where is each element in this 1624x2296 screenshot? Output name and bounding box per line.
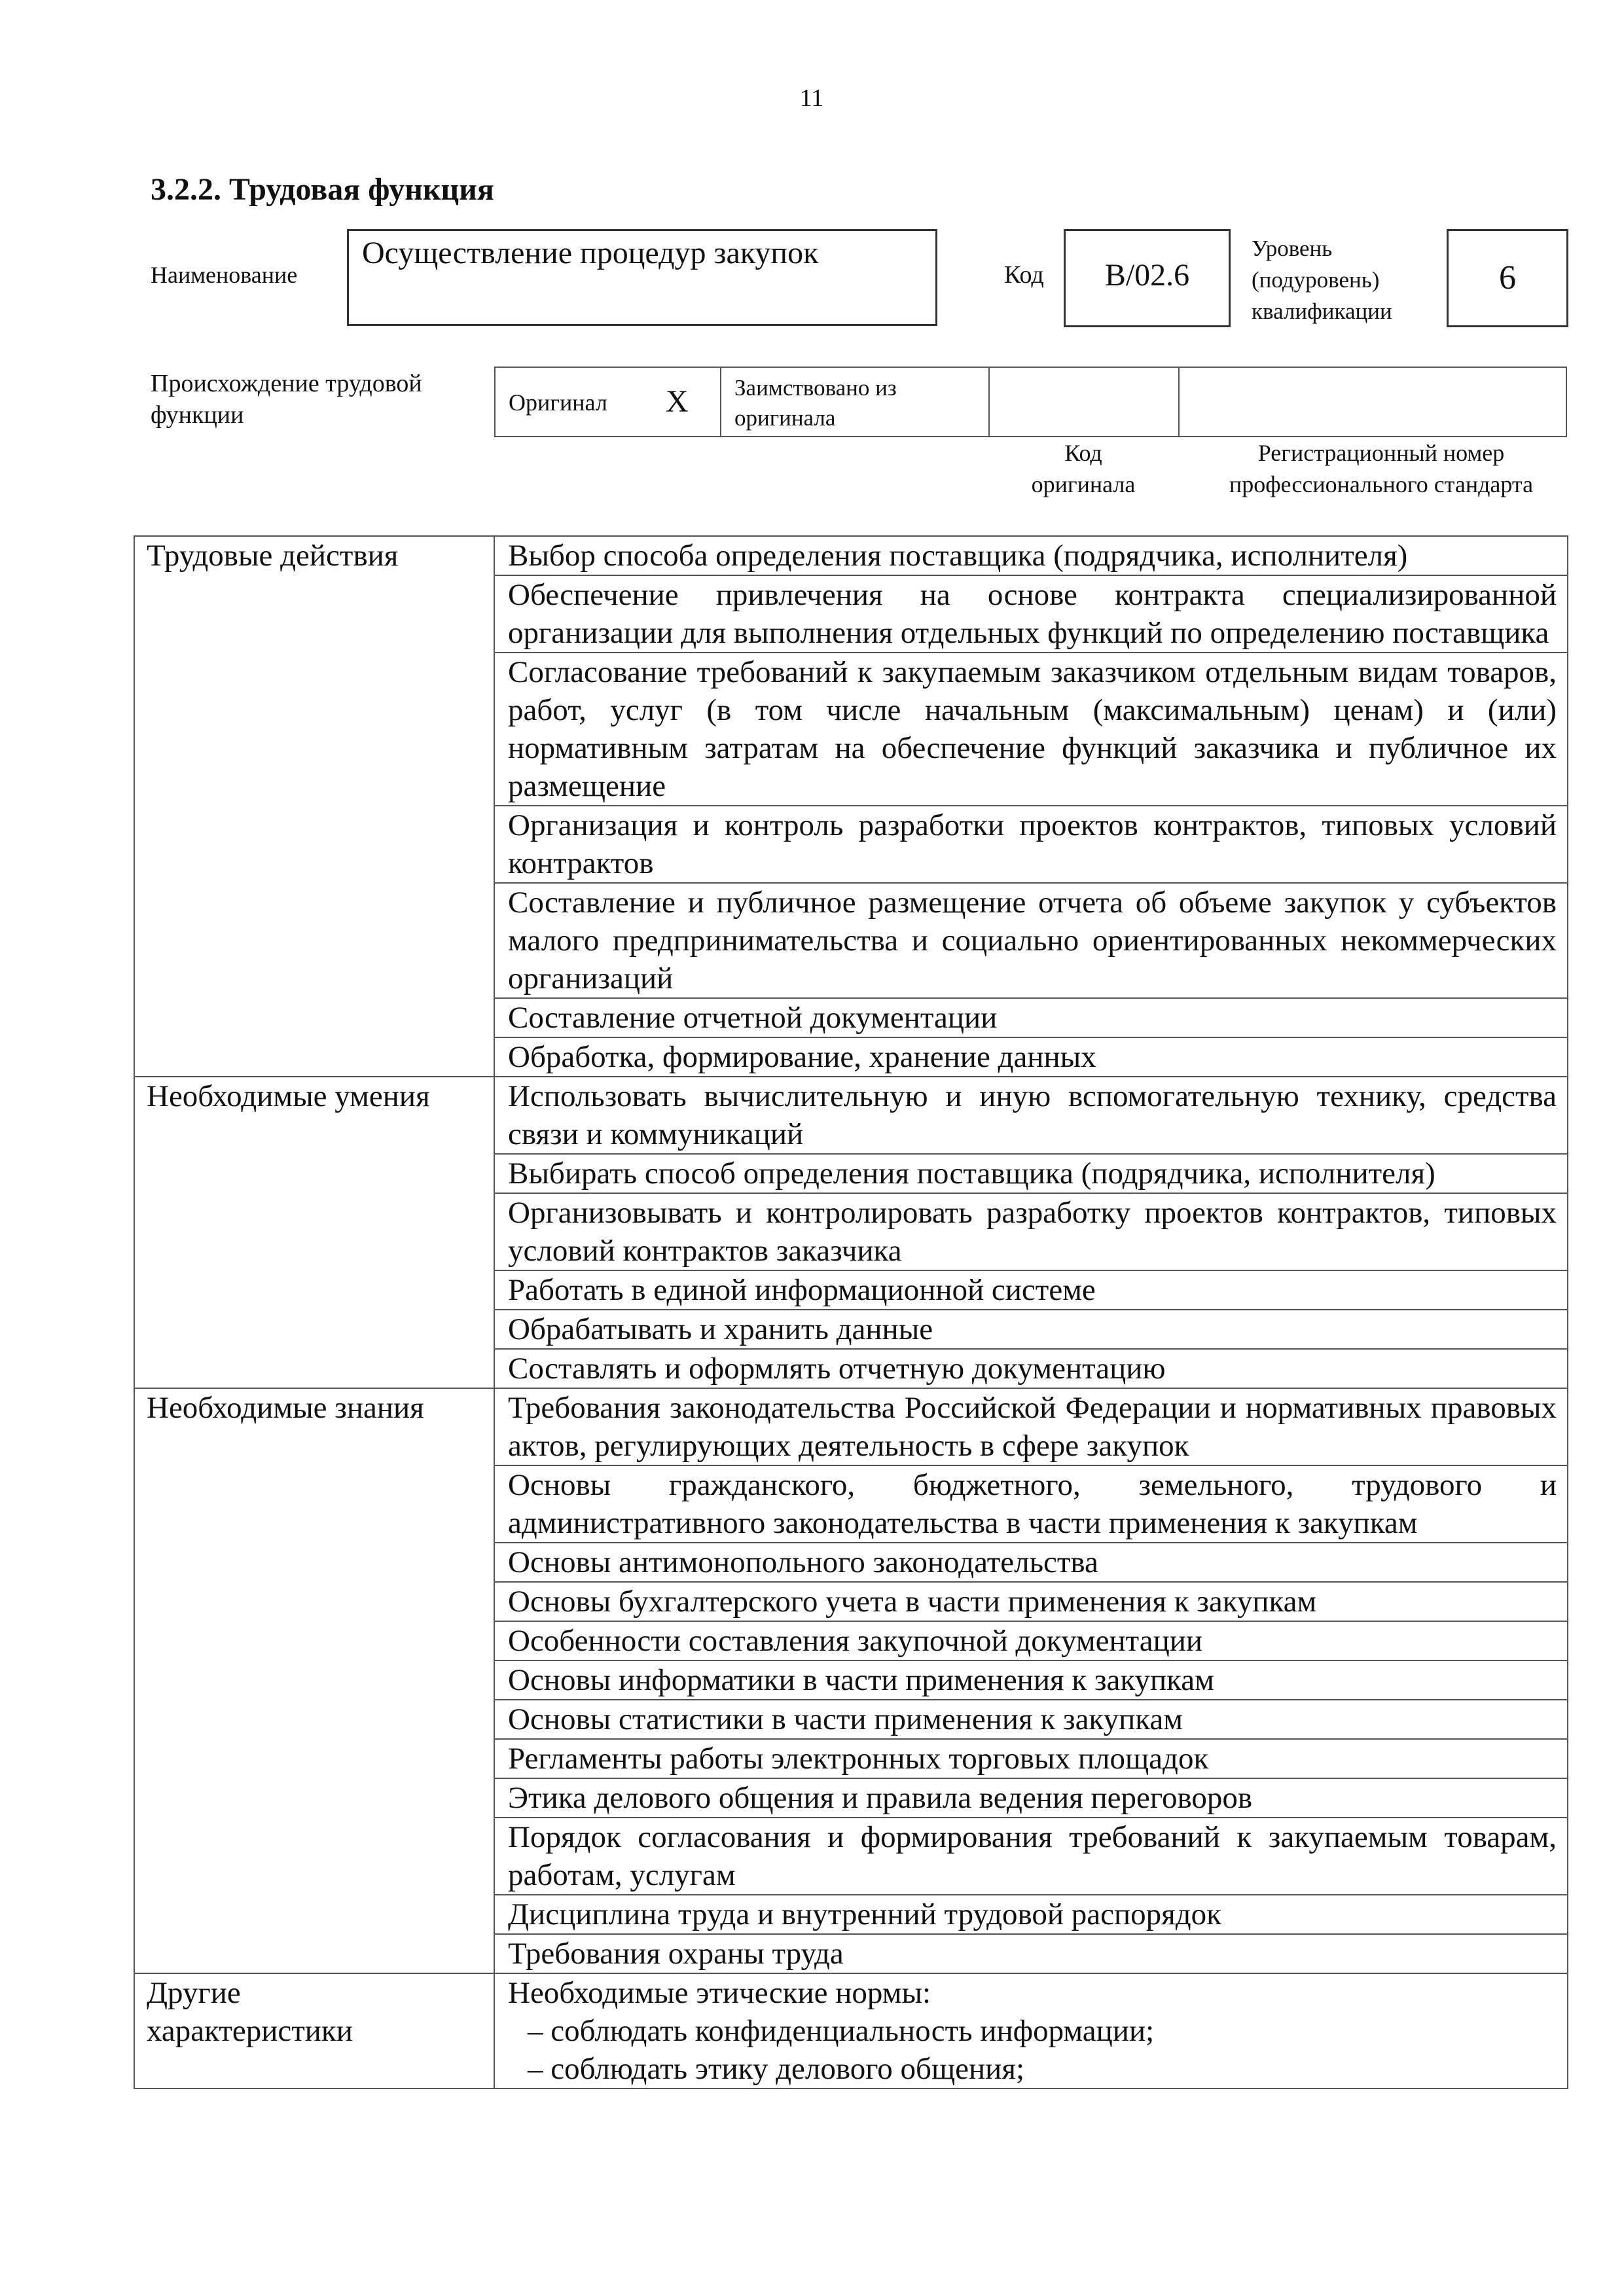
section-item: Обеспечение привлечения на основе контракта специализированной организации для выполнения отдельных функций по определению поставщика	[494, 575, 1568, 653]
section-item: Дисциплина труда и внутренний трудовой распорядок	[494, 1895, 1568, 1934]
code-value-box: B/02.6	[1064, 229, 1231, 327]
section-item: Организация и контроль разработки проектов контрактов, типовых условий контрактов	[494, 806, 1568, 883]
section-item: Регламенты работы электронных торговых площадок	[494, 1739, 1568, 1778]
caption-line: Код	[1064, 440, 1102, 466]
name-label: Наименование	[151, 262, 298, 288]
borrowed-label	[734, 373, 897, 433]
section-item: Особенности составления закупочной документации	[494, 1621, 1568, 1660]
section-item: Обрабатывать и хранить данные	[494, 1310, 1568, 1349]
table-row	[134, 1388, 1568, 1465]
original-label: Оригинал	[509, 389, 607, 416]
code-label: Код	[1004, 261, 1044, 289]
original-mark: X	[666, 384, 689, 419]
section-item: Составлять и оформлять отчетную документацию	[494, 1349, 1568, 1388]
section-item: Выбор способа определения поставщика (подрядчика, исполнителя)	[494, 536, 1568, 575]
original-cell	[496, 368, 721, 436]
section-item: Работать в единой информационной системе	[494, 1270, 1568, 1310]
level-label-line: Уровень	[1252, 236, 1333, 261]
section-item: Обработка, формирование, хранение данных	[494, 1037, 1568, 1077]
section-item: Требования охраны труда	[494, 1934, 1568, 1973]
section-heading: Трудовые действия	[134, 536, 494, 1077]
other-heading-line: Другие	[147, 1976, 241, 2010]
origin-row	[494, 367, 1567, 437]
table-row	[134, 536, 1568, 575]
section-item: Порядок согласования и формирования требований к закупаемым товарам, работам, услугам	[494, 1818, 1568, 1895]
section-heading: Необходимые знания	[134, 1388, 494, 1973]
origin-code-cell	[990, 368, 1180, 436]
section-item: Основы гражданского, бюджетного, земельного, трудового и административного законодательства в части применения к закупкам	[494, 1465, 1568, 1543]
other-intro: Необходимые этические нормы:	[508, 1976, 931, 2010]
table-row	[134, 1973, 1568, 2089]
section-item: Этика делового общения и правила ведения переговоров	[494, 1778, 1568, 1818]
level-label-line: (подуровень)	[1252, 267, 1380, 293]
function-table-body	[134, 536, 1568, 2089]
section-item: Основы бухгалтерского учета в части применения к закупкам	[494, 1582, 1568, 1621]
section-item: Организовывать и контролировать разработку проектов контрактов, типовых условий контрактов заказчика	[494, 1193, 1568, 1270]
section-title: 3.2.2. Трудовая функция	[151, 172, 494, 207]
section-item: Использовать вычислительную и иную вспомогательную технику, средства связи и коммуникаций	[494, 1077, 1568, 1154]
other-heading	[134, 1973, 494, 2089]
origin-label: Происхождение трудовой функции	[151, 370, 422, 429]
borrowed-cell	[721, 368, 990, 436]
reg-number-caption	[1191, 437, 1571, 500]
name-value-box: Осуществление процедур закупок	[347, 229, 937, 326]
borrowed-label-line: Заимствовано из	[734, 375, 897, 401]
section-item: Согласование требований к закупаемым заказчиком отдельным видам товаров, работ, услуг (в том числе начальным (максимальным) ценам) и (или) нормативным затратам на обеспечение функций заказчика и публичное их размещение	[494, 653, 1568, 806]
caption-line: Регистрационный номер	[1257, 440, 1505, 466]
level-label	[1252, 233, 1392, 327]
section-item: Составление отчетной документации	[494, 998, 1568, 1037]
section-item: Выбирать способ определения поставщика (подрядчика, исполнителя)	[494, 1154, 1568, 1193]
function-table	[134, 535, 1568, 2089]
page-number: 11	[799, 84, 824, 112]
caption-line: профессионального стандарта	[1229, 471, 1534, 497]
other-content	[494, 1973, 1568, 2089]
section-item: Основы антимонопольного законодательства	[494, 1543, 1568, 1582]
level-value-box: 6	[1447, 229, 1568, 327]
section-item: Составление и публичное размещение отчета об объеме закупок у субъектов малого предпринимательства и социально ориентированных некоммерческих организаций	[494, 883, 1568, 998]
other-bullet: – соблюдать этику делового общения;	[528, 2052, 1024, 2086]
table-row	[134, 1077, 1568, 1154]
borrowed-label-line: оригинала	[734, 405, 836, 431]
section-heading: Необходимые умения	[134, 1077, 494, 1388]
origin-code-caption	[1005, 437, 1162, 500]
level-label-line: квалификации	[1252, 298, 1392, 324]
other-heading-line: характеристики	[147, 2014, 353, 2048]
section-item: Требования законодательства Российской Федерации и нормативных правовых актов, регулирующих деятельность в сфере закупок	[494, 1388, 1568, 1465]
section-item: Основы статистики в части применения к закупкам	[494, 1700, 1568, 1739]
other-bullet: – соблюдать конфиденциальность информации;	[528, 2014, 1155, 2048]
section-item: Основы информатики в части применения к закупкам	[494, 1660, 1568, 1700]
caption-line: оригинала	[1031, 471, 1136, 497]
